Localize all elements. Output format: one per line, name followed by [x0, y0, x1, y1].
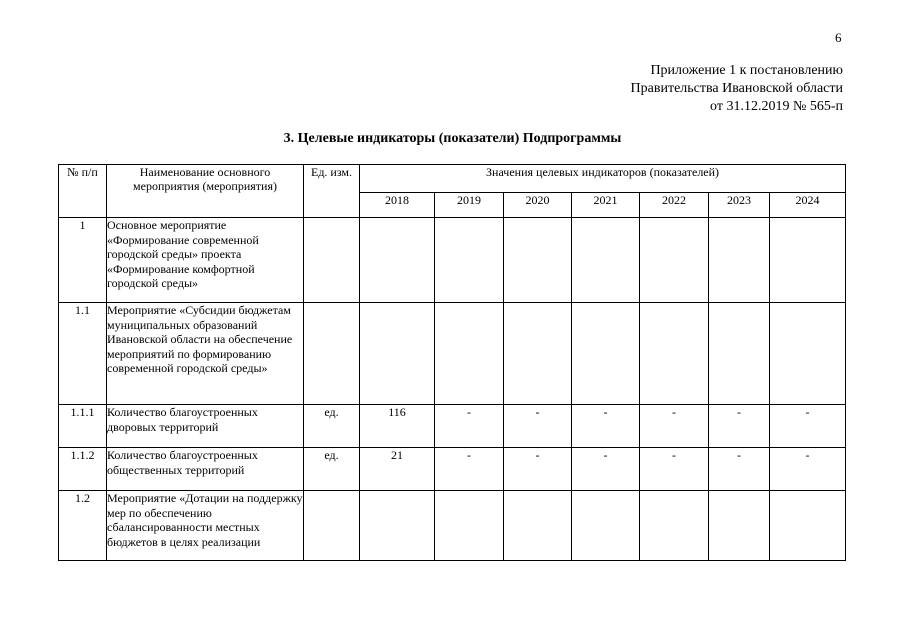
table-row [59, 448, 846, 491]
row-value-2020 [504, 303, 572, 405]
header-year: 2018 [360, 193, 435, 218]
row-value-2018: 116 [360, 405, 435, 448]
row-name: Мероприятие «Субсидии бюджетам муниципальных образований Ивановской области на обеспечение мероприятий по формированию современной городской среды» [107, 303, 304, 405]
row-value-2024 [770, 491, 846, 561]
header-year: 2020 [504, 193, 572, 218]
row-value-2023: - [709, 448, 770, 491]
row-value-2019 [435, 218, 504, 303]
row-unit [304, 491, 360, 561]
appendix-reference [631, 62, 843, 116]
header-year: 2024 [770, 193, 846, 218]
row-value-2019 [435, 303, 504, 405]
header-year: 2023 [709, 193, 770, 218]
row-value-2022 [640, 491, 709, 561]
row-value-2021 [572, 303, 640, 405]
appendix-line-1: Приложение 1 к постановлению [650, 63, 843, 78]
row-number: 1.1.2 [59, 448, 107, 491]
appendix-line-2: Правительства Ивановской области [630, 81, 843, 96]
row-value-2019: - [435, 405, 504, 448]
row-unit [304, 218, 360, 303]
row-name: Количество благоустроенных дворовых территорий [107, 405, 304, 448]
row-value-2020: - [504, 448, 572, 491]
header-num: № п/п [59, 165, 107, 218]
header-values-group: Значения целевых индикаторов (показателей) [360, 165, 846, 193]
row-value-2024 [770, 303, 846, 405]
row-value-2024: - [770, 405, 846, 448]
table-row [59, 218, 846, 303]
page-number: 6 [835, 30, 842, 45]
row-number: 1.1 [59, 303, 107, 405]
row-value-2023 [709, 218, 770, 303]
row-unit: ед. [304, 405, 360, 448]
header-year: 2022 [640, 193, 709, 218]
row-value-2022 [640, 303, 709, 405]
row-value-2022: - [640, 448, 709, 491]
header-year: 2019 [435, 193, 504, 218]
row-unit: ед. [304, 448, 360, 491]
indicators-table [58, 164, 846, 561]
row-name: Мероприятие «Дотации на поддержку мер по обеспечению сбалансированности местных бюджетов в целях реализации [107, 491, 304, 561]
row-value-2024 [770, 218, 846, 303]
row-value-2018 [360, 218, 435, 303]
row-number: 1 [59, 218, 107, 303]
row-value-2018: 21 [360, 448, 435, 491]
row-value-2019: - [435, 448, 504, 491]
table-row [59, 303, 846, 405]
row-value-2021: - [572, 405, 640, 448]
header-year: 2021 [572, 193, 640, 218]
row-value-2024: - [770, 448, 846, 491]
row-value-2020 [504, 491, 572, 561]
header-unit: Ед. изм. [304, 165, 360, 218]
section-title: 3. Целевые индикаторы (показатели) Подпрограммы [283, 131, 622, 146]
row-value-2023: - [709, 405, 770, 448]
row-number: 1.2 [59, 491, 107, 561]
row-unit [304, 303, 360, 405]
row-value-2020: - [504, 405, 572, 448]
row-value-2018 [360, 491, 435, 561]
table-row [59, 405, 846, 448]
table-row [59, 491, 846, 561]
row-name: Количество благоустроенных общественных территорий [107, 448, 304, 491]
row-value-2023 [709, 491, 770, 561]
row-value-2020 [504, 218, 572, 303]
row-value-2019 [435, 491, 504, 561]
row-value-2018 [360, 303, 435, 405]
row-value-2022 [640, 218, 709, 303]
row-value-2021: - [572, 448, 640, 491]
row-value-2021 [572, 491, 640, 561]
row-value-2022: - [640, 405, 709, 448]
header-name: Наименование основного мероприятия (мероприятия) [107, 165, 304, 218]
appendix-line-3: от 31.12.2019 № 565-п [710, 99, 843, 114]
row-number: 1.1.1 [59, 405, 107, 448]
row-value-2023 [709, 303, 770, 405]
row-value-2021 [572, 218, 640, 303]
row-name: Основное мероприятие «Формирование современной городской среды» проекта «Формирование комфортной городской среды» [107, 218, 304, 303]
